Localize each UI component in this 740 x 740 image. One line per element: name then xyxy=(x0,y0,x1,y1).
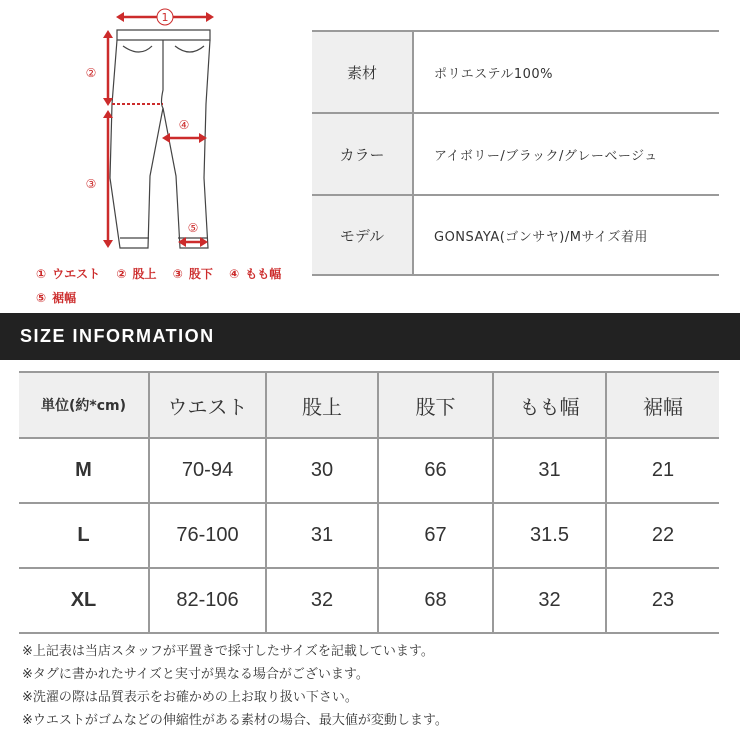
legend-item-rise xyxy=(116,267,162,281)
inseam-value: 67 xyxy=(378,503,493,568)
size-name: XL xyxy=(19,568,149,633)
note-line: ※洗濯の際は品質表示をお確かめの上お取り扱い下さい。 xyxy=(22,690,358,705)
spec-label: 素材 xyxy=(312,32,414,112)
marker-4: ④ xyxy=(178,118,190,132)
size-name: L xyxy=(19,503,149,568)
size-name: M xyxy=(19,438,149,503)
product-spec-table xyxy=(312,30,719,276)
spec-label: モデル xyxy=(312,196,414,274)
rise-value: 31 xyxy=(266,503,378,568)
pants-measurement-diagram xyxy=(0,0,300,310)
measurement-legend xyxy=(36,262,298,310)
size-table-header-row xyxy=(19,372,719,438)
spec-label: カラー xyxy=(312,114,414,194)
marker-3: ③ xyxy=(85,177,97,191)
inseam-value: 66 xyxy=(378,438,493,503)
legend-marker: ③ xyxy=(172,267,183,281)
legend-label: 股上 xyxy=(132,267,157,281)
legend-item-inseam xyxy=(173,267,219,281)
pants-illustration xyxy=(0,0,300,262)
header-waist: ウエスト xyxy=(149,372,266,438)
thigh-measure-arrow xyxy=(162,133,207,143)
legend-label: ウエスト xyxy=(52,267,101,281)
spec-row-material xyxy=(312,32,719,114)
legend-label: 裾幅 xyxy=(52,291,77,305)
thigh-value: 31.5 xyxy=(493,503,606,568)
header-hem: 裾幅 xyxy=(643,394,683,419)
spec-row-model xyxy=(312,196,719,276)
legend-marker: ② xyxy=(116,267,127,281)
spec-value: GONSAYA(ゴンサヤ)/Mサイズ着用 xyxy=(434,229,648,245)
size-notes xyxy=(22,640,722,732)
legend-marker: ① xyxy=(36,267,47,281)
rise-measure-arrow xyxy=(103,30,163,106)
legend-label: もも幅 xyxy=(245,267,282,281)
spec-row-color xyxy=(312,114,719,196)
hem-value: 22 xyxy=(651,524,675,546)
waist-value: 76-100 xyxy=(149,503,266,568)
inseam-value: 68 xyxy=(378,568,493,633)
legend-marker: ⑤ xyxy=(36,291,47,305)
legend-label: 股下 xyxy=(188,267,213,281)
legend-item-thigh xyxy=(229,267,287,281)
spec-value: ポリエステル100% xyxy=(434,66,553,82)
size-information-banner: SIZE INFORMATION xyxy=(0,313,740,360)
marker-5: ⑤ xyxy=(187,221,199,235)
header-unit: 単位(約*cm) xyxy=(19,372,149,438)
note-line: ※タグに書かれたサイズと実寸が異なる場合がございます。 xyxy=(22,667,369,682)
spec-value: アイボリー/ブラック/グレーベージュ xyxy=(434,148,658,164)
table-row xyxy=(19,568,719,633)
header-thigh: もも幅 xyxy=(493,372,606,438)
marker-1: 1 xyxy=(161,11,169,24)
hem-value: 21 xyxy=(651,459,675,481)
rise-value: 32 xyxy=(266,568,378,633)
hem-value: 23 xyxy=(651,589,675,611)
marker-2: ② xyxy=(85,66,97,80)
rise-value: 30 xyxy=(266,438,378,503)
legend-marker: ④ xyxy=(229,267,240,281)
legend-item-waist xyxy=(36,267,106,281)
thigh-value: 32 xyxy=(493,568,606,633)
note-line: ※ウエストがゴムなどの伸縮性がある素材の場合、最大値が変動します。 xyxy=(22,713,448,728)
waist-value: 82-106 xyxy=(149,568,266,633)
header-rise: 股上 xyxy=(266,372,378,438)
waist-value: 70-94 xyxy=(149,438,266,503)
table-row xyxy=(19,503,719,568)
size-table xyxy=(19,371,719,634)
header-inseam: 股下 xyxy=(378,372,493,438)
legend-item-hem xyxy=(36,291,82,305)
note-line: ※上記表は当店スタッフが平置きで採寸したサイズを記載しています。 xyxy=(22,644,434,659)
table-row xyxy=(19,438,719,503)
thigh-value: 31 xyxy=(493,438,606,503)
